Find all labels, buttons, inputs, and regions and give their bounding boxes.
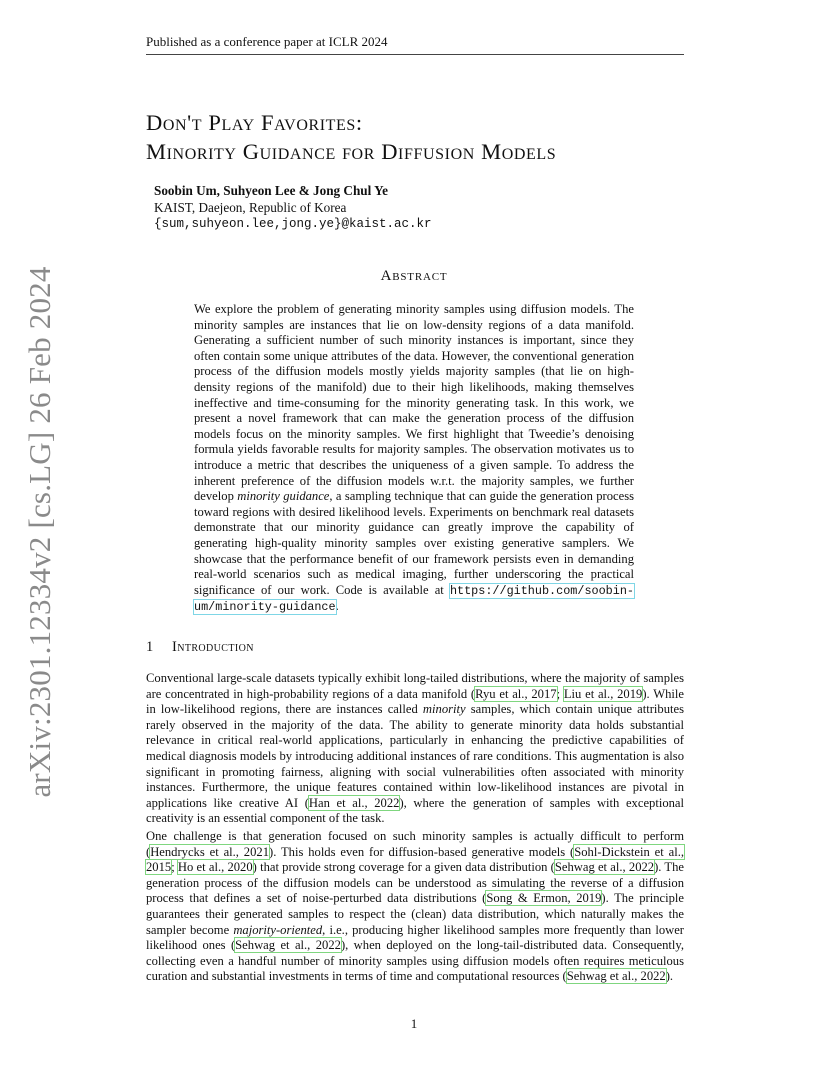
text-run: ). The principle guarantees their generated samples to respect the (clean) data distribution, which naturally makes the sampler become bbox=[146, 891, 684, 937]
text-run: ). This holds even for diffusion-based generative models ( bbox=[269, 844, 575, 859]
text-run: ) that provide strong coverage for a given data distribution ( bbox=[252, 860, 555, 875]
text-run: ). bbox=[665, 969, 674, 984]
text-run: samples, which contain unique attributes rarely observed in the majority of the data. The ability to generate minority data holds substantial relevance in critical real-world applications, particularly in enhancing the predictive capabilities of medical diagnosis models by introducing additional instances of rare conditions. This augmentation is also significant in promoting fairness, aligning with social vulnerabilities often associated with minority instances. Furthermore, the unique features contained within low-likelihood instances are pivotal in applications like creative AI ( bbox=[146, 702, 685, 810]
arxiv-side-stamp: arXiv:2301.12334v2 [cs.LG] 26 Feb 2024 bbox=[22, 266, 57, 798]
text-run: ). While in low-likelihood regions, there are instances called bbox=[146, 686, 684, 717]
title-line-2: Minority Guidance for Diffusion Models bbox=[146, 139, 557, 164]
paper-title bbox=[146, 108, 556, 166]
text-run: Conventional large-scale datasets typically exhibit long-tailed distributions, where the majority of samples are concentrated in high-probability regions of a data manifold ( bbox=[146, 671, 684, 701]
section-number: 1 bbox=[146, 639, 154, 655]
abstract-body bbox=[194, 302, 634, 616]
citation-link[interactable]: Liu et al., 2019 bbox=[563, 686, 643, 701]
code-link[interactable]: https://github.com/soobin-um/minority-guidance bbox=[194, 583, 634, 615]
intro-paragraph-1 bbox=[146, 671, 684, 827]
intro-paragraph-2 bbox=[146, 829, 684, 985]
citation-link[interactable]: Sohl-Dickstein et al., 2015 bbox=[146, 844, 684, 875]
abstract-text-1: We explore the problem of generating minority samples using diffusion models. The minority samples are instances that lie on low-density regions of a data manifold. Generating a sufficient number of such minority instances is important, since they often contain some unique attributes of the data. However, the conventional generation process of the diffusion models mostly yields majority samples (that lie on high-density regions of the manifold) due to their high likelihoods, making themselves ineffective and time-consuming for the minority generating task. In this work, we present a novel framework that can make the generation process of the diffusion models focus on the minority samples. We first highlight that Tweedie’s denoising formula yields favorable results for majority samples. The observation motivates us to introduce a metric that describes the uniqueness of a given sample. To address the inherent preference of the diffusion models w.r.t. the majority samples, we further develop bbox=[194, 302, 634, 504]
abstract-end: . bbox=[335, 599, 339, 614]
text-run: ), when deployed on the long-tail-distributed data. Consequently, collecting even a handful number of minority samples using diffusion models often requires meticulous curation and substantial investments in terms of time and computational resources ( bbox=[146, 938, 684, 984]
section-heading bbox=[146, 639, 254, 656]
citation-link[interactable]: Sehwag et al., 2022 bbox=[566, 969, 666, 984]
text-run: ; bbox=[171, 860, 178, 875]
citation-link[interactable]: Sehwag et al., 2022 bbox=[554, 860, 655, 875]
abstract-heading: Abstract bbox=[380, 268, 448, 284]
citation-link[interactable]: Sehwag et al., 2022 bbox=[235, 938, 341, 953]
text-run: , i.e., producing higher likelihood samples more frequently than lower likelihood ones ( bbox=[146, 922, 684, 953]
abstract-text-2: , a sampling technique that can guide the generation process toward regions with desired likelihood levels. Experiments on benchmark real datasets demonstrate that our minority guidance can greatly improve the capability of generating high-quality minority samples over existing generative samplers. We showcase that the performance benefit of our framework persists even in demanding real-world scenarios such as medical imaging, further underscoring the practical significance of our work. Code is available at bbox=[194, 489, 634, 597]
running-header: Published as a conference paper at ICLR 2024 bbox=[146, 34, 684, 55]
citation-link[interactable]: Song & Ermon, 2019 bbox=[486, 891, 602, 906]
author-names: Soobin Um, Suhyeon Lee & Jong Chul Ye bbox=[154, 183, 388, 198]
author-email: {sum,suhyeon.lee,jong.ye}@kaist.ac.kr bbox=[154, 217, 432, 231]
page-number: 1 bbox=[410, 1016, 418, 1031]
abstract-emphasis: minority guidance bbox=[237, 489, 330, 504]
author-block bbox=[154, 182, 432, 233]
citation-link[interactable]: Ho et al., 2020 bbox=[177, 860, 253, 875]
author-affiliation: KAIST, Daejeon, Republic of Korea bbox=[154, 200, 347, 215]
title-line-1: Don't Play Favorites: bbox=[146, 110, 363, 135]
text-run: ; bbox=[556, 686, 564, 701]
citation-link[interactable]: Ryu et al., 2017 bbox=[475, 686, 557, 701]
emphasis-text: majority-oriented bbox=[233, 922, 323, 937]
citation-link[interactable]: Han et al., 2022 bbox=[308, 795, 400, 810]
text-run: ). The generation process of the diffusion models can be understood as simulating the reverse of a diffusion process that defines a set of noise-perturbed data distributions ( bbox=[146, 860, 685, 906]
emphasis-text: minority bbox=[422, 702, 466, 717]
section-title: Introduction bbox=[172, 639, 254, 655]
text-run: ), where the generation of samples with exceptional creativity is an essential component of the task. bbox=[146, 795, 685, 826]
citation-link[interactable]: Hendrycks et al., 2021 bbox=[150, 844, 269, 859]
text-run: One challenge is that generation focused on such minority samples is actually difficult to perform ( bbox=[146, 829, 684, 859]
